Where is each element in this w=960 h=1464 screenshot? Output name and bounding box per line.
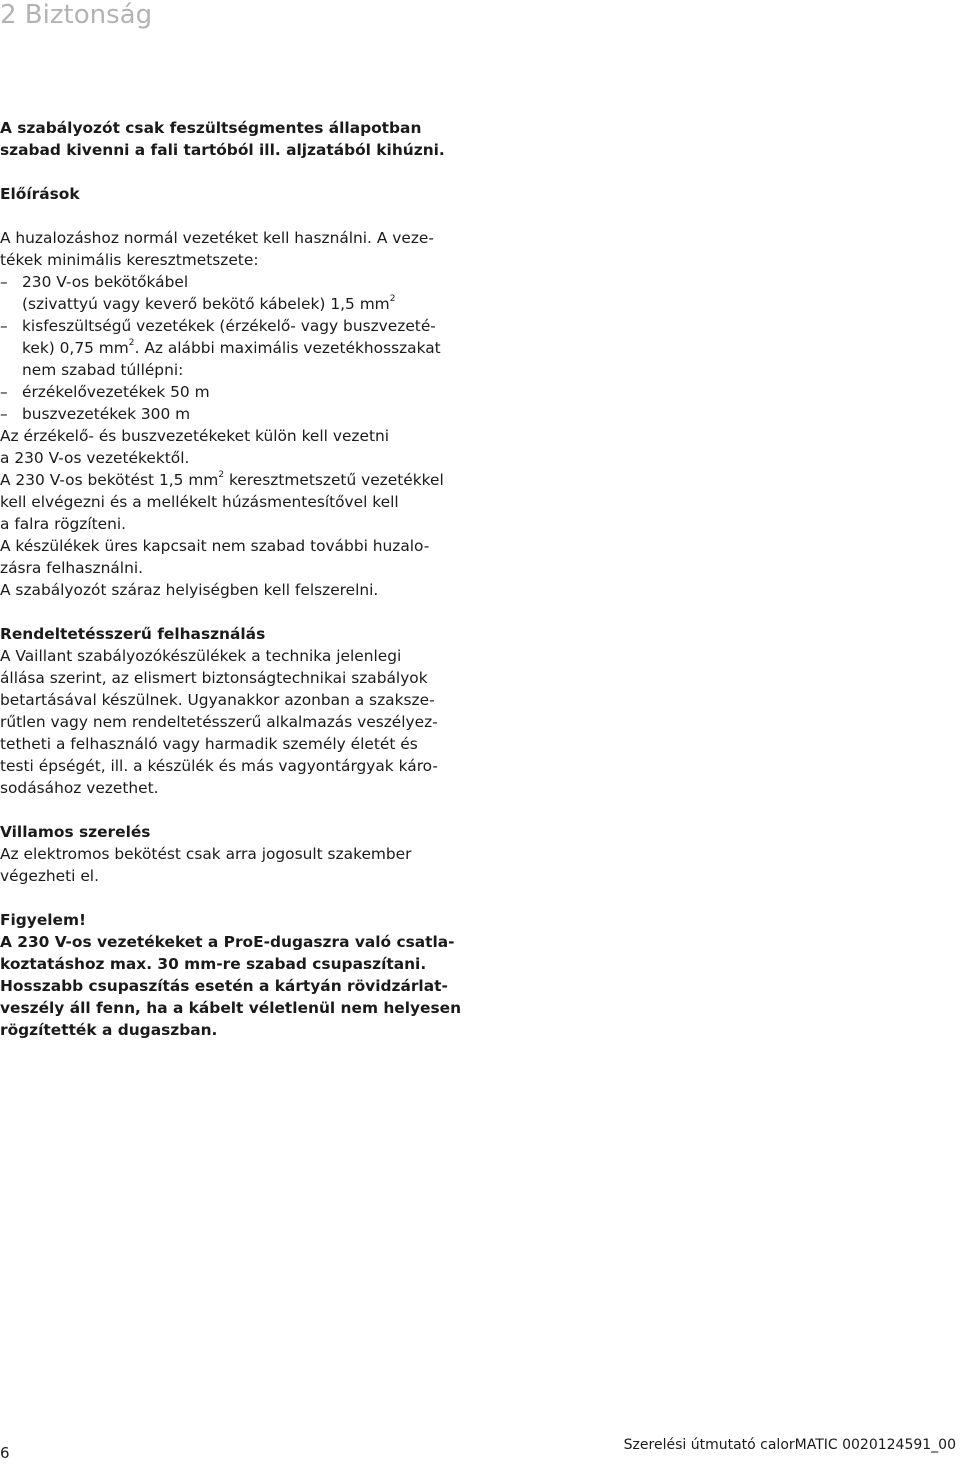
paragraph-line bbox=[0, 469, 520, 491]
paragraph-text: keresztmetszetű vezetékkel bbox=[224, 471, 444, 489]
superscript: 2 bbox=[218, 469, 225, 480]
document-body bbox=[0, 117, 520, 1041]
caution-line: Hosszabb csupaszítás esetén a kártyán rövidzárlat- bbox=[0, 977, 448, 995]
paragraph-line: testi épségét, ill. a készülék és más vagyontárgyak káro- bbox=[0, 757, 438, 775]
paragraph-line: Az elektromos bekötést csak arra jogosult szakember bbox=[0, 845, 412, 863]
list-item-text: 230 V-os bekötőkábel bbox=[22, 273, 189, 291]
paragraph-line: a 230 V-os vezetékektől. bbox=[0, 449, 190, 467]
list-item bbox=[0, 271, 520, 293]
dash-bullet: – bbox=[0, 273, 8, 291]
list-item-text: (szivattyú vagy keverő bekötő kábelek) 1,5 mm bbox=[22, 295, 390, 313]
top-warning bbox=[0, 117, 520, 161]
electrical-section bbox=[0, 821, 520, 887]
dash-bullet: – bbox=[0, 383, 8, 401]
paragraph-line: A készülékek üres kapcsait nem szabad további huzalo- bbox=[0, 537, 430, 555]
warning-line: A szabályozót csak feszültségmentes állapotban bbox=[0, 119, 422, 137]
paragraph-line: végezheti el. bbox=[0, 867, 99, 885]
paragraph-line: a falra rögzíteni. bbox=[0, 515, 127, 533]
superscript: 2 bbox=[128, 337, 135, 348]
electrical-heading: Villamos szerelés bbox=[0, 823, 151, 841]
list-item-continuation: nem szabad túllépni: bbox=[22, 361, 184, 379]
list-item-continuation bbox=[0, 337, 520, 359]
caution-line: rögzítették a dugaszban. bbox=[0, 1021, 218, 1039]
paragraph-line: sodásához vezethet. bbox=[0, 779, 159, 797]
superscript: 2 bbox=[389, 293, 396, 304]
dash-bullet: – bbox=[0, 317, 8, 335]
paragraph-line: rűtlen vagy nem rendeltetésszerű alkalmazás veszélyez- bbox=[0, 713, 438, 731]
regulations-section bbox=[0, 183, 520, 601]
list-item bbox=[0, 315, 520, 337]
paragraph-line: A szabályozót száraz helyiségben kell felszerelni. bbox=[0, 581, 379, 599]
caution-heading: Figyelem! bbox=[0, 911, 87, 929]
paragraph-line: kell elvégezni és a mellékelt húzásmentesítővel kell bbox=[0, 493, 399, 511]
paragraph-line: állása szerint, az elismert biztonságtechnikai szabályok bbox=[0, 669, 428, 687]
paragraph-line: Az érzékelő- és buszvezetékeket külön kell vezetni bbox=[0, 427, 390, 445]
regulations-intro-line: tékek minimális keresztmetszete: bbox=[0, 251, 259, 269]
regulations-intro-line: A huzalozáshoz normál vezetéket kell használni. A veze- bbox=[0, 229, 434, 247]
list-item-text: buszvezetékek 300 m bbox=[22, 405, 191, 423]
paragraph-line: zásra felhasználni. bbox=[0, 559, 144, 577]
caution-line: koztatáshoz max. 30 mm-re szabad csupaszítani. bbox=[0, 955, 427, 973]
paragraph-line: betartásával készülnek. Ugyanakkor azonban a szaksze- bbox=[0, 691, 435, 709]
list-item-continuation bbox=[0, 293, 520, 315]
intended-use-heading: Rendeltetésszerű felhasználás bbox=[0, 625, 266, 643]
page-number: 6 bbox=[0, 1444, 10, 1462]
paragraph-line: tetheti a felhasználó vagy harmadik személy életét és bbox=[0, 735, 418, 753]
paragraph-line: A Vaillant szabályozókészülékek a technika jelenlegi bbox=[0, 647, 402, 665]
intended-use-section bbox=[0, 623, 520, 799]
caution-line: A 230 V-os vezetékeket a ProE-dugaszra való csatla- bbox=[0, 933, 455, 951]
document-footer: Szerelési útmutató calorMATIC 0020124591_00 bbox=[623, 1437, 956, 1453]
regulations-heading: Előírások bbox=[0, 185, 80, 203]
list-item bbox=[0, 403, 520, 425]
list-item-text: kisfeszültségű vezetékek (érzékelő- vagy buszvezeté- bbox=[22, 317, 436, 335]
warning-line: szabad kivenni a fali tartóból ill. aljzatából kihúzni. bbox=[0, 141, 445, 159]
list-item-text: . Az alábbi maximális vezetékhosszakat bbox=[134, 339, 441, 357]
list-item-text: érzékelővezetékek 50 m bbox=[22, 383, 210, 401]
list-item bbox=[0, 381, 520, 403]
dash-bullet: – bbox=[0, 405, 8, 423]
caution-section bbox=[0, 909, 520, 1041]
paragraph-text: A 230 V-os bekötést 1,5 mm bbox=[0, 471, 219, 489]
list-item-text: kek) 0,75 mm bbox=[22, 339, 129, 357]
caution-line: veszély áll fenn, ha a kábelt véletlenül nem helyesen bbox=[0, 999, 462, 1017]
page-title: 2 Biztonság bbox=[0, 0, 153, 30]
